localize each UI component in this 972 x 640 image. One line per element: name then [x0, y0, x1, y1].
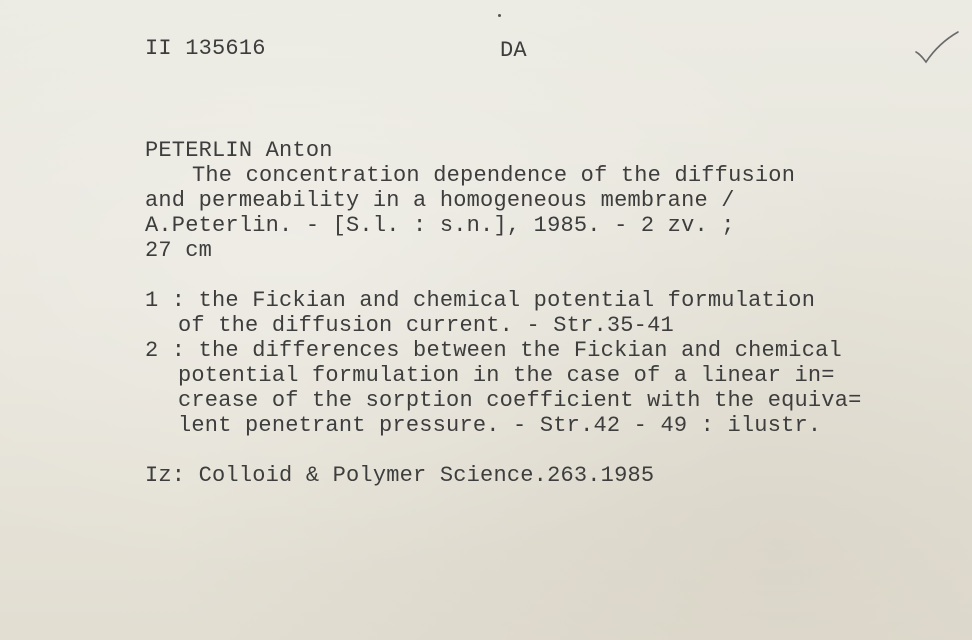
source-line: Iz: Colloid & Polymer Science.263.1985 — [145, 463, 655, 488]
check-mark-icon — [912, 28, 962, 68]
contents-item-2-line-2: potential formulation in the case of a linear in= — [178, 363, 835, 388]
contents-item-1-line-2: of the diffusion current. - Str.35-41 — [178, 313, 674, 338]
call-number: II 135616 — [145, 36, 266, 61]
title-line-1: The concentration dependence of the diffusion — [192, 163, 796, 188]
contents-item-2-line-1: 2 : the differences between the Fickian and chemical — [145, 338, 842, 363]
contents-item-2-line-3: crease of the sorption coefficient with the equiva= — [178, 388, 862, 413]
author-heading: PETERLIN Anton — [145, 138, 333, 163]
title-line-2: and permeability in a homogeneous membrane / — [145, 188, 735, 213]
publication-line: A.Peterlin. - [S.l. : s.n.], 1985. - 2 zv. ; — [145, 213, 735, 238]
dimensions-line: 27 cm — [145, 238, 213, 263]
collection-code: DA — [500, 38, 527, 63]
ink-speck — [498, 14, 501, 17]
contents-item-1-line-1: 1 : the Fickian and chemical potential formulation — [145, 288, 816, 313]
contents-item-2-line-4: lent penetrant pressure. - Str.42 - 49 : ilustr. — [178, 413, 822, 438]
